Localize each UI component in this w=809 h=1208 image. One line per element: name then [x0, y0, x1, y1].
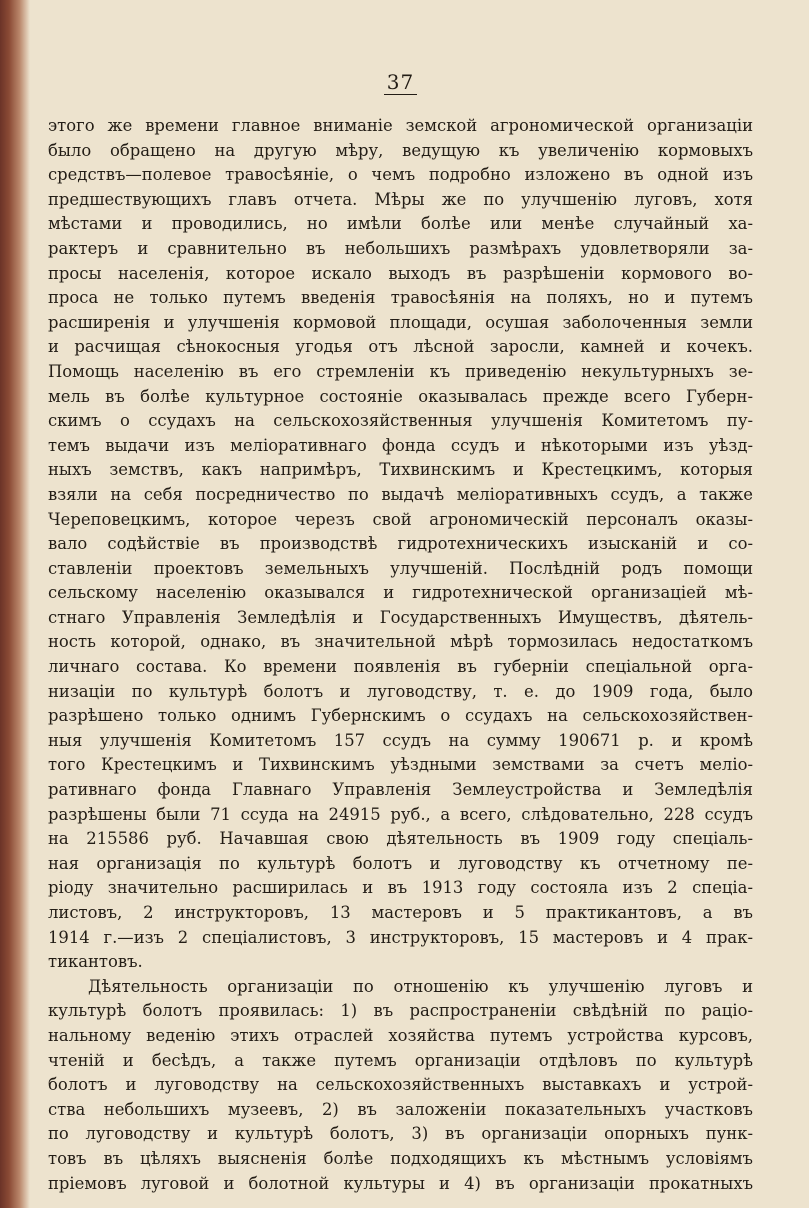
text-line: и расчищая сѣнокосныя угодья отъ лѣсной заросли, камней и кочекъ. [48, 337, 753, 357]
text-line: расширенія и улучшенія кормовой площади, осушая заболоченныя земли [48, 312, 753, 332]
text-line: вало содѣйствіе въ производствѣ гидротехническихъ изысканій и со- [48, 534, 753, 554]
text-line: предшествующихъ главъ отчета. Мѣры же по улучшенію луговъ, хотя [48, 189, 753, 209]
text-line: средствъ—полевое травосѣяніе, о чемъ подробно изложено въ одной изъ [48, 165, 753, 185]
page-number: 37 [48, 70, 753, 96]
text-line: было обращено на другую мѣру, ведущую къ увеличенію кормовыхъ [48, 140, 753, 160]
text-line: личнаго состава. Ко времени появленія въ губерніи спеціальной орга- [48, 657, 753, 677]
text-line: чтеній и бесѣдъ, а также путемъ организаціи отдѣловъ по культурѣ [48, 1050, 753, 1070]
text-line: скимъ о ссудахъ на сельскохозяйственныя улучшенія Комитетомъ пу- [48, 411, 753, 431]
text-line: низаціи по культурѣ болотъ и луговодству, т. е. до 1909 года, было [48, 681, 753, 701]
text-line: тикантовъ. [48, 952, 143, 972]
text-line: 1914 г.—изъ 2 спеціалистовъ, 3 инструкторовъ, 15 мастеровъ и 4 прак- [48, 927, 753, 947]
body-text [48, 114, 753, 1196]
text-line: ность которой, однако, въ значительной мѣрѣ тормозилась недостаткомъ [48, 632, 753, 652]
text-line: разрѣшены были 71 ссуда на 24915 руб., а всего, слѣдовательно, 228 ссудъ [48, 804, 753, 824]
text-line: на 215586 руб. Начавшая свою дѣятельность въ 1909 году спеціаль- [48, 829, 753, 849]
text-line: Череповецкимъ, которое черезъ свой агрономическій персоналъ оказы- [48, 509, 753, 529]
book-page [48, 0, 753, 1208]
text-line: ныхъ земствъ, какъ напримѣръ, Тихвинскимъ и Крестецкимъ, которыя [48, 460, 753, 480]
text-line: ріоду значительно расширилась и въ 1913 году состояла изъ 2 спеціа- [48, 878, 753, 898]
text-line: разрѣшено только однимъ Губернскимъ о ссудахъ на сельскохозяйствен- [48, 706, 753, 726]
text-line: культурѣ болотъ проявилась: 1) въ распространеніи свѣдѣній по раціо- [48, 1001, 753, 1021]
text-line: проса не только путемъ введенія травосѣянія на поляхъ, но и путемъ [48, 288, 753, 308]
text-line: того Крестецкимъ и Тихвинскимъ уѣздными земствами за счетъ меліо- [48, 755, 753, 775]
text-line: просы населенія, которое искало выходъ въ разрѣшеніи кормового во- [48, 263, 753, 283]
text-line: товъ въ цѣляхъ выясненія болѣе подходящихъ къ мѣстнымъ условіямъ [48, 1148, 753, 1168]
text-line: нальному веденію этихъ отраслей хозяйства путемъ устройства курсовъ, [48, 1025, 753, 1045]
text-line: мель въ болѣе культурное состояніе оказывалась прежде всего Губерн- [48, 386, 753, 406]
text-line: ная организація по культурѣ болотъ и луговодству къ отчетному пе- [48, 853, 753, 873]
text-line: Помощь населенію въ его стремленіи къ приведенію некультурныхъ зе- [48, 361, 753, 381]
text-line: ставленіи проектовъ земельныхъ улучшеній. Послѣдній родъ помощи [48, 558, 753, 578]
text-line: ныя улучшенія Комитетомъ 157 ссудъ на сумму 190671 р. и кромѣ [48, 730, 753, 750]
text-line: по луговодству и культурѣ болотъ, 3) въ организаціи опорныхъ пунк- [48, 1124, 753, 1144]
text-line: темъ выдачи изъ меліоративнаго фонда ссудъ и нѣкоторыми изъ уѣзд- [48, 435, 753, 455]
text-line: болотъ и луговодству на сельскохозяйственныхъ выставкахъ и устрой- [48, 1075, 753, 1095]
text-line: листовъ, 2 инструкторовъ, 13 мастеровъ и 5 практикантовъ, а въ [48, 903, 753, 922]
text-line: пріемовъ луговой и болотной культуры и 4) въ организаціи прокатныхъ [48, 1173, 753, 1193]
text-line: мѣстами и проводились, но имѣли болѣе или менѣе случайный ха- [48, 214, 753, 234]
text-line: взяли на себя посредничество по выдачѣ меліоративныхъ ссудъ, а также [48, 484, 753, 504]
text-line: стнаго Управленія Земледѣлія и Государственныхъ Имуществъ, дѣятель- [48, 607, 753, 627]
text-line: этого же времени главное вниманіе земской агрономической организаціи [48, 116, 753, 135]
scan-binding-edge [0, 0, 30, 1208]
text-line: ства небольшихъ музеевъ, 2) въ заложеніи показательныхъ участковъ [48, 1099, 753, 1119]
text-line: сельскому населенію оказывался и гидротехнической организаціей мѣ- [48, 583, 753, 603]
text-line: Дѣятельность организаціи по отношенію къ улучшенію луговъ и [88, 976, 753, 996]
text-line: рактеръ и сравнительно въ небольшихъ размѣрахъ удовлетворяли за- [48, 238, 753, 258]
text-line: ративнаго фонда Главнаго Управленія Землеустройства и Земледѣлія [48, 780, 753, 800]
